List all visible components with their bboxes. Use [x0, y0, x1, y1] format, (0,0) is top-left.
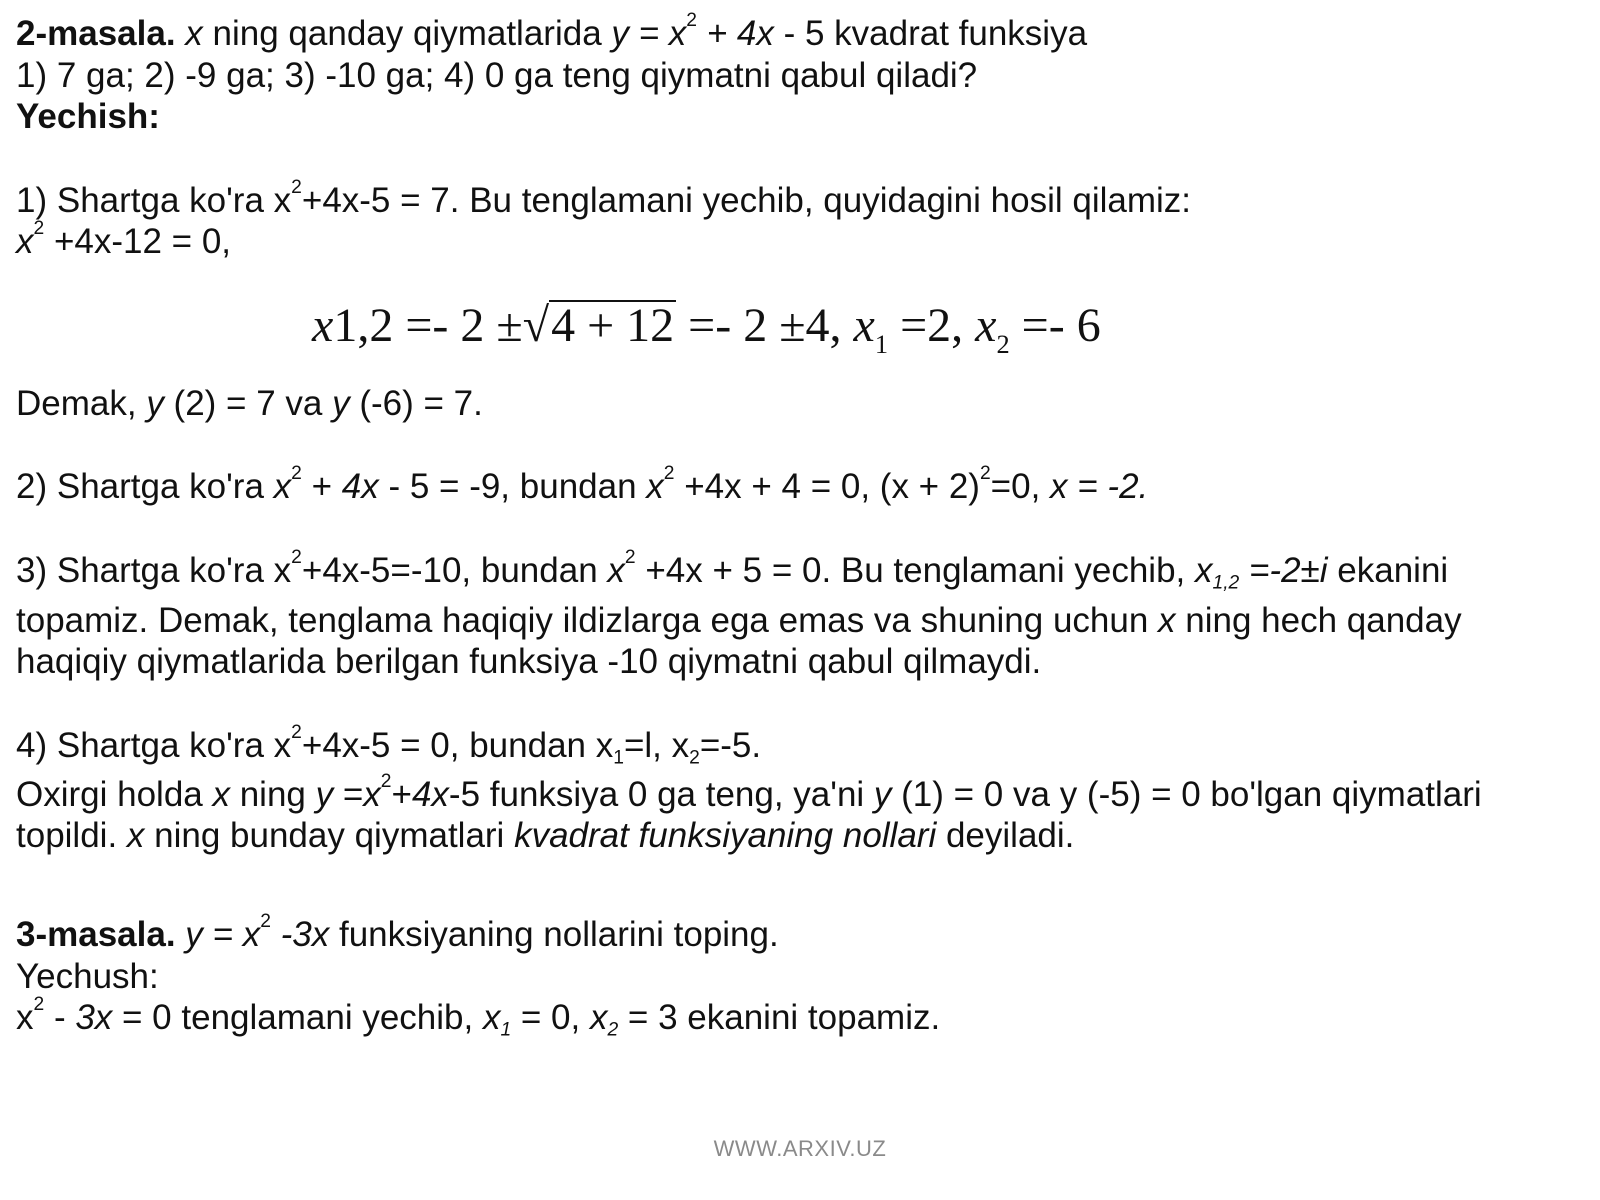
exponent: 2 — [33, 994, 45, 1016]
var-y: y — [146, 384, 164, 423]
problem2-func: y = x — [611, 14, 687, 53]
exponent: 2 — [291, 722, 302, 744]
var-y: y — [332, 384, 350, 423]
problem3-func-part2: -3x — [270, 915, 330, 954]
exponent: 2 — [291, 177, 302, 199]
text: - 5 = -9, bundan — [378, 467, 647, 506]
exponent: 2 — [33, 218, 45, 240]
text: ekanini — [1327, 551, 1449, 590]
text: + — [391, 775, 412, 814]
problem3-solution — [16, 994, 941, 1041]
subscript: 2 — [689, 747, 700, 769]
exponent: 2 — [260, 911, 271, 933]
problem2-func-part2: + 4x — [697, 14, 774, 53]
text: +4x-5=-10, bundan — [301, 551, 608, 590]
text: +4x + 4 = 0, (x + 2) — [674, 467, 980, 506]
case1-text: 1) Shartga ko'ra x — [16, 181, 292, 220]
text: - — [44, 998, 76, 1037]
problem2-text-end: - 5 kvadrat funksiya — [773, 14, 1088, 53]
term-4x: 4x — [411, 775, 449, 814]
subscript: 2 — [607, 1019, 619, 1041]
subscript: 1 — [874, 328, 889, 359]
text: =-5. — [699, 726, 762, 765]
text: + — [301, 467, 342, 506]
imaginary-unit: i — [1319, 551, 1328, 590]
text: (1) = 0 va y (-5) = 0 bo'lgan qiymatlari — [891, 775, 1482, 814]
problem3-heading-line — [16, 911, 779, 955]
text: = — [333, 775, 364, 814]
text: = 3 ekanini topamiz. — [618, 998, 941, 1037]
text: Demak, — [16, 384, 147, 423]
subscript: 1 — [500, 1019, 512, 1041]
var-x: x — [646, 467, 664, 506]
text: +4x-5 = 0, bundan x — [301, 726, 614, 765]
case3-line2 — [16, 601, 1462, 641]
watermark[interactable]: WWW.ARXIV.UZ — [713, 1136, 887, 1161]
problem2-text: ning qanday qiymatlarida — [202, 14, 612, 53]
var-x1: x — [482, 998, 501, 1037]
text: = 0 tenglamani yechib, — [112, 998, 483, 1037]
problem2-heading-line — [16, 10, 1088, 54]
subscript: 1,2 — [1212, 572, 1240, 594]
text: 2) Shartga ko'ra — [16, 467, 274, 506]
term-definition: kvadrat funksiyaning nollari — [514, 816, 937, 855]
case3-line1 — [16, 547, 1449, 594]
case2-result: x = -2. — [1050, 467, 1149, 506]
term-4x: 4x — [341, 467, 379, 506]
text: =l, x — [623, 726, 690, 765]
formula-x2-value: =- 6 — [1009, 299, 1101, 352]
subscript: 2 — [996, 328, 1010, 359]
formula-x1: x — [853, 299, 875, 352]
radical-sign: √ — [522, 299, 550, 352]
problem2-title: 2-masala. — [16, 14, 176, 53]
formula-x: x — [312, 299, 334, 352]
exponent: 2 — [291, 463, 302, 485]
problem3-title: 3-masala. — [16, 915, 176, 954]
text: =0, — [990, 467, 1051, 506]
case1-conclusion — [16, 384, 483, 424]
text: Oxirgi holda — [16, 775, 213, 814]
text: deyiladi. — [936, 816, 1075, 855]
var-x: x — [212, 775, 230, 814]
term-3x: 3x — [75, 998, 113, 1037]
formula-x1-value: =2, — [888, 299, 976, 352]
case4-line1 — [16, 722, 762, 769]
var-x: x — [16, 222, 34, 261]
sqrt-symbol — [523, 296, 676, 356]
case2-line — [16, 463, 1149, 507]
problem3-solution-label: Yechush: — [16, 957, 159, 996]
var-x: x — [1158, 601, 1176, 640]
text: (2) = 7 va — [163, 384, 333, 423]
var-x: x — [363, 775, 381, 814]
radicand: 4 + 12 — [551, 299, 675, 352]
case1-line1 — [16, 177, 1191, 221]
case1-text-rest: +4x-5 = 7. Bu tenglamani yechib, quyidagini hosil qilamiz: — [301, 181, 1191, 220]
exponent: 2 — [979, 463, 991, 485]
var-x: x — [607, 551, 625, 590]
formula-lhs: 1,2 =- 2 ± — [333, 299, 523, 352]
formula-rhs: =- 2 ±4, — [676, 299, 854, 352]
subscript: 1 — [613, 747, 624, 769]
var-y: y — [873, 775, 892, 814]
var-y: y — [315, 775, 334, 814]
case3-line3: haqiqiy qiymatlarida berilgan funksiya -10 qiymatni qabul qilmaydi. — [16, 642, 1042, 681]
case1-equation: +4x-12 = 0, — [44, 222, 232, 261]
formula-x2: x — [975, 299, 997, 352]
solution-label: Yechish: — [16, 97, 160, 136]
text: ning bunday qiymatlari — [144, 816, 515, 855]
exponent: 2 — [291, 547, 302, 569]
problem3-func: y = x — [175, 915, 261, 954]
exponent: 2 — [686, 10, 697, 32]
text: +4x + 5 = 0. Bu tenglamani yechib, — [635, 551, 1195, 590]
var-x: x — [273, 467, 292, 506]
var-x: x — [1195, 551, 1213, 590]
text: ning hech qanday — [1175, 601, 1462, 640]
text: topamiz. Demak, tenglama haqiqiy ildizlarga ega emas va shuning uchun — [16, 601, 1159, 640]
var-x: x — [185, 14, 203, 53]
var-x: x — [16, 998, 34, 1037]
text: = 0, — [511, 998, 590, 1037]
case1-line2 — [16, 218, 232, 262]
text: 3) Shartga ko'ra x — [16, 551, 292, 590]
exponent: 2 — [380, 771, 392, 793]
exponent: 2 — [663, 463, 675, 485]
text: 4) Shartga ko'ra x — [16, 726, 292, 765]
var-x2: x — [589, 998, 608, 1037]
text: (-6) = 7. — [349, 384, 483, 423]
problem3-text: funksiyaning nollarini toping. — [329, 915, 779, 954]
case4-line3 — [16, 816, 1074, 856]
text: topildi. — [16, 816, 127, 855]
exponent: 2 — [624, 547, 636, 569]
problem2-options: 1) 7 ga; 2) -9 ga; 3) -10 ga; 4) 0 ga teng qiymatni qabul qiladi? — [16, 56, 978, 95]
text: ning — [229, 775, 316, 814]
case4-line2 — [16, 771, 1482, 815]
root-value: =-2± — [1239, 551, 1320, 590]
case1-formula — [312, 296, 1101, 357]
var-x: x — [126, 816, 145, 855]
text: -5 funksiya 0 ga teng, ya'ni — [448, 775, 874, 814]
